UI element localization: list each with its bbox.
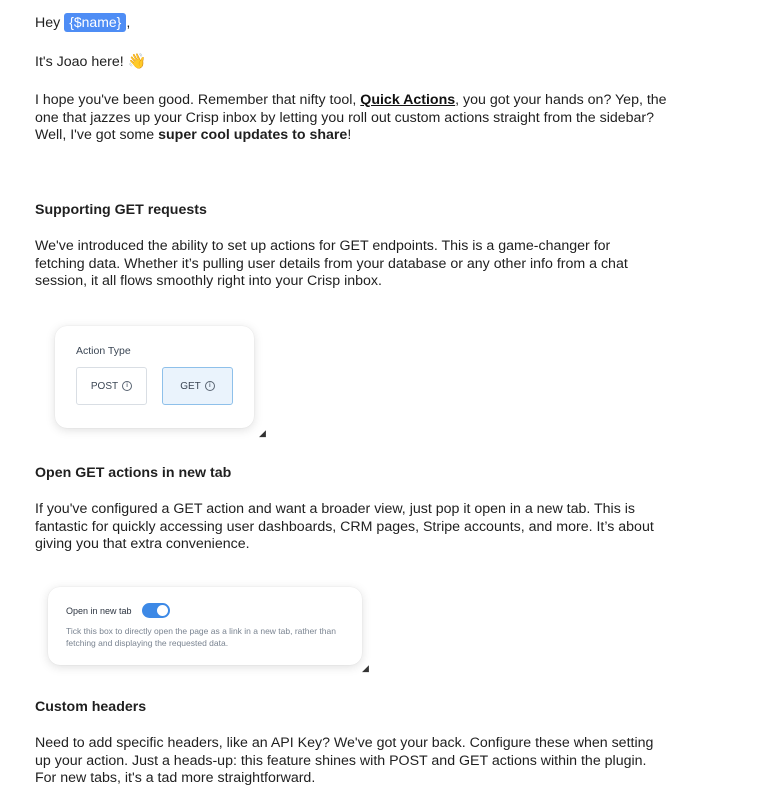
greeting-line — [35, 13, 130, 33]
intro-line — [35, 53, 146, 72]
section-heading-get-requests: Supporting GET requests — [35, 202, 207, 218]
greeting-suffix: , — [126, 15, 131, 31]
post-option-button[interactable] — [76, 367, 147, 405]
section-heading-custom-headers: Custom headers — [35, 699, 147, 715]
new-tab-description: Tick this box to directly open the page as a link in a new tab, rather than fetching and displaying the requested data. — [66, 626, 336, 648]
get-option-label: GET — [180, 380, 201, 392]
section-body-get-requests: We've introduced the ability to set up actions for GET endpoints. This is a game-changer for fetching data. Whether it’s pulling user details from your database or any other info from a chat session, it all flows smoothly right into your Crisp inbox. — [35, 238, 628, 289]
open-new-tab-toggle[interactable] — [142, 603, 170, 618]
intro-before-link: I hope you've been good. Remember that nifty tool, — [35, 92, 361, 108]
resize-handle-icon[interactable]: ◢ — [362, 663, 369, 673]
name-placeholder-tag: {$name} — [64, 13, 126, 32]
intro-bold: super cool updates to share — [158, 127, 348, 143]
waving-hand-icon: 👋 — [127, 53, 147, 70]
section-heading-new-tab: Open GET actions in new tab — [35, 465, 232, 481]
new-tab-card — [48, 587, 362, 665]
resize-handle-icon[interactable]: ◢ — [259, 428, 266, 438]
intro-end: ! — [347, 127, 352, 143]
action-type-label: Action Type — [76, 345, 131, 357]
greeting-prefix: Hey — [35, 15, 61, 31]
get-option-button[interactable] — [162, 367, 233, 405]
info-icon: i — [205, 381, 215, 391]
intro-paragraph — [35, 92, 675, 145]
intro-line-text: It's Joao here! — [35, 54, 124, 70]
new-tab-label: Open in new tab — [66, 606, 132, 616]
section-body-new-tab: If you've configured a GET action and want a broader view, just pop it open in a new tab. This is fantastic for quickly accessing user dashboards, CRM pages, Stripe accounts, and more. It’s about giving you that extra convenience. — [35, 501, 654, 552]
quick-actions-link[interactable]: Quick Actions — [360, 92, 456, 108]
post-option-label: POST — [90, 380, 119, 392]
info-icon: i — [122, 381, 132, 391]
toggle-knob — [157, 605, 168, 616]
section-body-custom-headers: Need to add specific headers, like an API Key? We've got your back. Configure these when setting up your action. Just a heads-up: this feature shines with POST and GET actions within the plugin. For new tabs, it's a tad more straightforward. — [35, 735, 654, 786]
intro-after-link: , you got your hands on? Yep, the one that jazzes up your Crisp inbox by letting you roll out custom actions straight from the sidebar? Well, I've got some — [35, 92, 667, 143]
action-type-card — [55, 326, 254, 428]
